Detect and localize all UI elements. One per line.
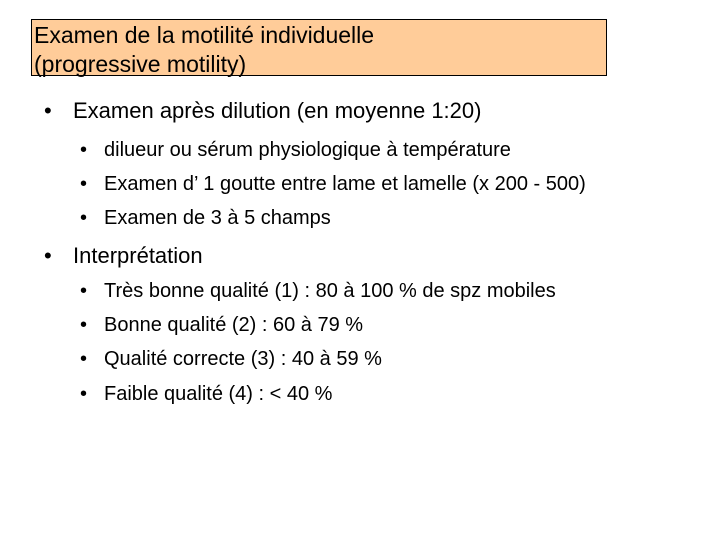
sub-bullet-text: Très bonne qualité (1) : 80 à 100 % de spz mobiles (104, 280, 556, 302)
sub-bullet-text: Faible qualité (4) : < 40 % (104, 383, 333, 405)
bullet-icon: • (80, 383, 88, 405)
bullet-icon: • (44, 98, 52, 123)
bullet-text: Interprétation (73, 243, 203, 268)
sub-bullet-text: Qualité correcte (3) : 40 à 59 % (104, 348, 382, 370)
sub-bullet-text: Bonne qualité (2) : 60 à 79 % (104, 314, 364, 336)
bullet-icon: • (80, 280, 88, 302)
bullet-text: Examen après dilution (en moyenne 1:20) (73, 98, 482, 123)
bullet-icon: • (44, 243, 52, 268)
slide-title-box (31, 19, 607, 76)
bullet-icon: • (80, 348, 88, 370)
bullet-icon: • (80, 314, 88, 336)
slide-title-line-1: Examen de la motilité individuelle (34, 22, 375, 48)
sub-bullet-text: Examen de 3 à 5 champs (104, 207, 331, 229)
bullet-icon: • (80, 207, 88, 229)
sub-bullet-text: dilueur ou sérum physiologique à température (104, 139, 511, 161)
bullet-icon: • (80, 139, 88, 161)
bullet-icon: • (80, 173, 88, 195)
slide-title-line-2: (progressive motility) (34, 51, 247, 77)
sub-bullet-text: Examen d’ 1 goutte entre lame et lamelle (x 200 - 500) (104, 173, 586, 195)
